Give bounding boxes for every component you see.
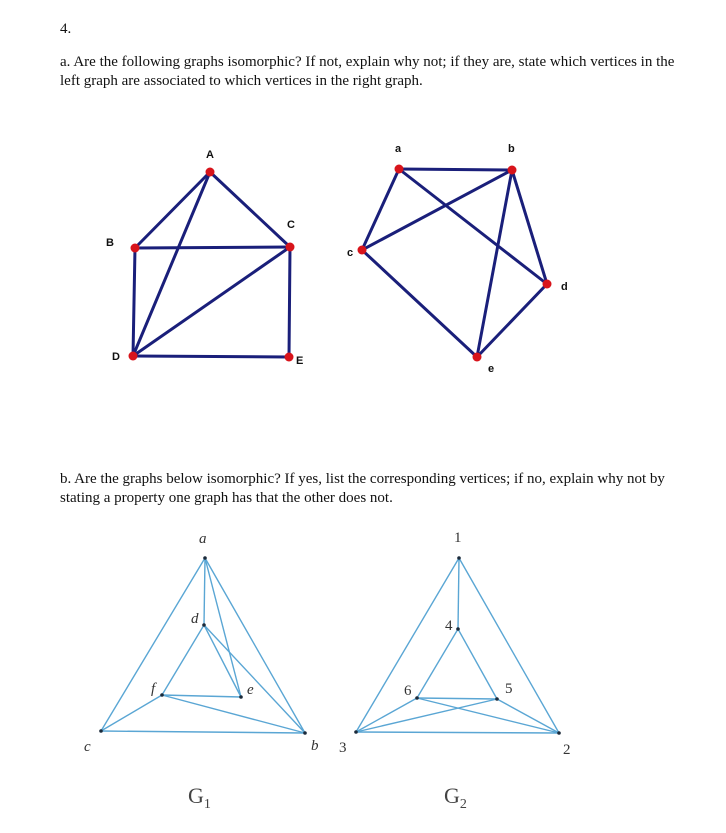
- vertex-g1-f: [160, 693, 164, 697]
- label-D: D: [112, 351, 120, 363]
- edge-a-c: [362, 169, 399, 250]
- label-g2-3: 3: [339, 740, 347, 756]
- edge-b-d: [512, 170, 547, 284]
- edge-a-d: [399, 169, 547, 284]
- vertex-g2-2: [557, 731, 561, 735]
- graph-a-left: [106, 149, 303, 367]
- vertex-g2-5: [495, 697, 499, 701]
- vertex-D: [129, 352, 138, 361]
- edge-g2-1-3: [356, 558, 459, 732]
- label-g1-a: a: [199, 531, 207, 547]
- edge-g1-d-b: [204, 625, 305, 733]
- edge-g2-6-3: [356, 698, 417, 732]
- label-g1-f: f: [151, 681, 156, 697]
- part-b-text: b. Are the graphs below isomorphic? If yes, list the corresponding vertices; if no, explain why not by stating a property one graph has that the other does not.: [60, 471, 665, 506]
- vertex-c: [358, 246, 367, 255]
- edge-g1-f-b: [162, 695, 305, 733]
- edge-a-b: [399, 169, 512, 170]
- vertex-g2-1: [457, 556, 461, 560]
- edge-g2-6-2: [417, 698, 559, 733]
- edge-g2-6-5: [417, 698, 497, 699]
- graph-g2: [339, 530, 571, 812]
- vertex-g1-e: [239, 695, 243, 699]
- label-g2-1: 1: [454, 530, 462, 546]
- edge-D-E: [133, 356, 289, 357]
- edge-g2-4-6: [417, 629, 458, 698]
- graph-g1: [84, 531, 319, 812]
- label-C: C: [287, 219, 295, 231]
- label-g1-d: d: [191, 611, 199, 627]
- edge-c-e: [362, 250, 477, 357]
- label-e: e: [488, 363, 495, 375]
- vertex-g2-4: [456, 627, 460, 631]
- edge-g2-5-3: [356, 699, 497, 732]
- edge-g1-a-c: [101, 558, 205, 731]
- label-g1-e: e: [247, 682, 254, 698]
- label-d: d: [561, 281, 568, 293]
- edge-g1-f-c: [101, 695, 162, 731]
- vertex-E: [285, 353, 294, 362]
- edge-g2-3-2: [356, 732, 559, 733]
- edge-b-e: [477, 170, 512, 357]
- vertex-e: [473, 353, 482, 362]
- label-B: B: [106, 237, 114, 249]
- label-a: a: [395, 143, 402, 155]
- edge-g1-a-b: [205, 558, 305, 733]
- edge-C-E: [289, 247, 290, 357]
- edge-B-D: [133, 248, 135, 356]
- edge-g1-d-e: [204, 625, 241, 697]
- edge-g1-a-e: [205, 558, 241, 697]
- label-g2-6: 6: [404, 683, 412, 699]
- vertex-A: [206, 168, 215, 177]
- edge-B-C: [135, 247, 290, 248]
- label-E: E: [296, 355, 304, 367]
- question-number: 4.: [60, 21, 72, 37]
- vertex-g2-3: [354, 730, 358, 734]
- vertex-g1-c: [99, 729, 103, 733]
- label-g2-2: 2: [563, 742, 571, 758]
- label-c: c: [347, 247, 354, 259]
- graph-g1-name: $G_1$: [188, 783, 211, 812]
- edge-A-B: [135, 172, 210, 248]
- edge-g1-f-e: [162, 695, 241, 697]
- vertex-b: [508, 166, 517, 175]
- part-a-text: a. Are the following graphs isomorphic? If not, explain why not; if they are, state which vertices in the left graph are associated to which vertices in the right graph.: [60, 54, 675, 89]
- edge-g1-c-b: [101, 731, 305, 733]
- vertex-a: [395, 165, 404, 174]
- label-g2-5: 5: [505, 681, 513, 697]
- vertex-g1-b: [303, 731, 307, 735]
- edge-g1-a-d: [204, 558, 205, 625]
- edge-g2-1-2: [459, 558, 559, 733]
- edge-A-C: [210, 172, 290, 247]
- label-g1-c: c: [84, 739, 91, 755]
- label-b: b: [508, 143, 515, 155]
- graph-g2-name: $G_2$: [444, 783, 467, 812]
- edge-g2-4-5: [458, 629, 497, 699]
- vertex-C: [286, 243, 295, 252]
- vertex-g1-d: [202, 623, 206, 627]
- label-A: A: [206, 149, 214, 161]
- graph-a-right: [347, 143, 568, 375]
- edge-g2-1-4: [458, 558, 459, 629]
- vertex-B: [131, 244, 140, 253]
- vertex-g2-6: [415, 696, 419, 700]
- edge-g1-d-f: [162, 625, 204, 695]
- vertex-g1-a: [203, 556, 207, 560]
- label-g1-b: b: [311, 738, 319, 754]
- label-g2-4: 4: [445, 618, 453, 634]
- vertex-d: [543, 280, 552, 289]
